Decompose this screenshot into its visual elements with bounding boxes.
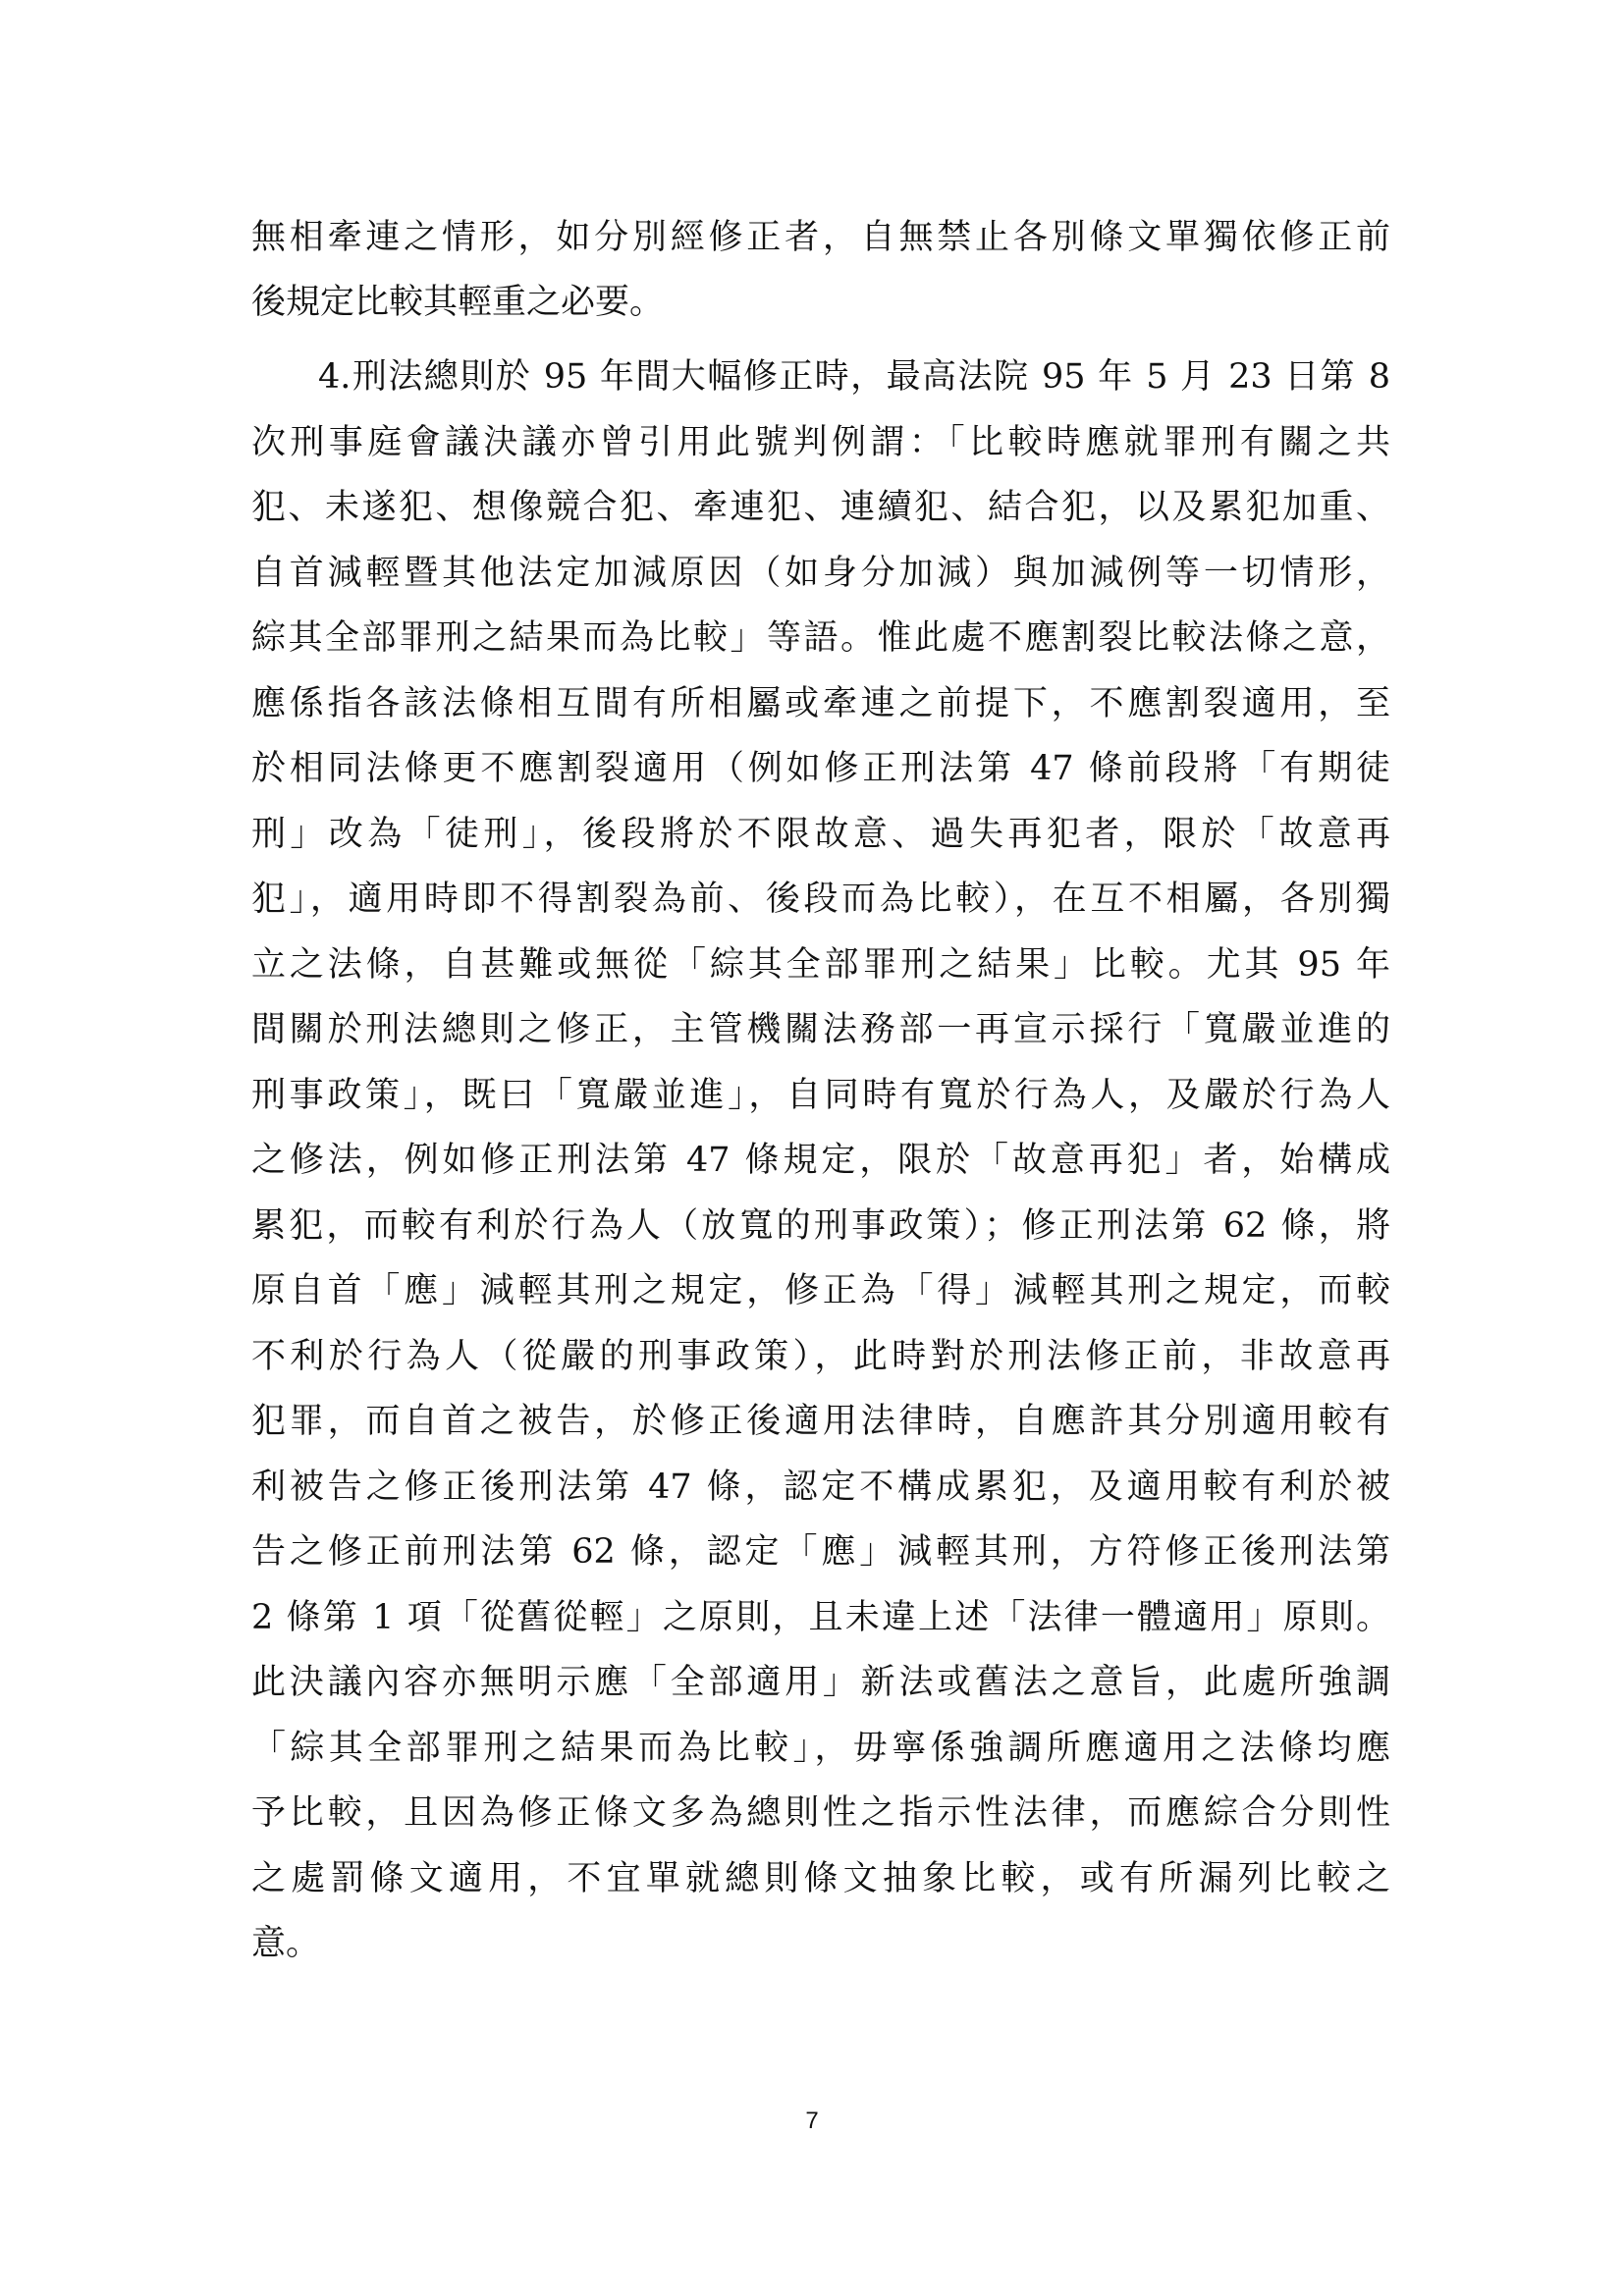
text-line: 犯罪，而自首之被告，於修正後適用法律時，自應許其分別適用較有 — [251, 1402, 1390, 1441]
text-line: 原自首「應」減輕其刑之規定，修正為「得」減輕其刑之規定，而較 — [251, 1271, 1390, 1310]
page-number: 7 — [805, 2108, 819, 2134]
text-line: 間關於刑法總則之修正，主管機關法務部一再宣示採行「寬嚴並進的 — [251, 1010, 1390, 1049]
text-line: 犯、未遂犯、想像競合犯、牽連犯、連續犯、結合犯，以及累犯加重、 — [251, 488, 1390, 527]
text-line: 予比較，且因為修正條文多為總則性之指示性法律，而應綜合分則性 — [251, 1793, 1390, 1833]
text-line: 累犯，而較有利於行為人（放寬的刑事政策）；修正刑法第 62 條，將 — [251, 1206, 1390, 1246]
text-line: 利被告之修正後刑法第 47 條，認定不構成累犯，及適用較有利於被 — [251, 1468, 1390, 1507]
text-line: 於相同法條更不應割裂適用（例如修正刑法第 47 條前段將「有期徒 — [251, 749, 1390, 788]
text-line: 意。 — [251, 1924, 321, 1963]
text-line: 後規定比較其輕重之必要。 — [251, 283, 665, 322]
text-line: 應係指各該法條相互間有所相屬或牽連之前提下，不應割裂適用，至 — [251, 684, 1390, 723]
text-line: 不利於行為人（從嚴的刑事政策），此時對於刑法修正前，非故意再 — [251, 1337, 1390, 1376]
text-line: 之修法，例如修正刑法第 47 條規定，限於「故意再犯」者，始構成 — [251, 1141, 1390, 1180]
text-line: 刑事政策」，既曰「寬嚴並進」，自同時有寬於行為人，及嚴於行為人 — [251, 1076, 1390, 1115]
text-line: 刑」改為「徒刑」，後段將於不限故意、過失再犯者，限於「故意再 — [251, 815, 1390, 854]
text-line: 無相牽連之情形，如分別經修正者，自無禁止各別條文單獨依修正前 — [251, 218, 1390, 257]
text-line: 告之修正前刑法第 62 條，認定「應」減輕其刑，方符修正後刑法第 — [251, 1532, 1390, 1572]
text-line: 次刑事庭會議決議亦曾引用此號判例謂：「比較時應就罪刑有關之共 — [251, 423, 1390, 462]
text-line: 立之法條，自甚難或無從「綜其全部罪刑之結果」比較。尤其 95 年 — [251, 945, 1390, 985]
text-line: 犯」，適用時即不得割裂為前、後段而為比較），在互不相屬，各別獨 — [251, 880, 1390, 919]
text-line: 2 條第 1 項「從舊從輕」之原則，且未違上述「法律一體適用」原則。 — [251, 1598, 1390, 1637]
text-line: 綜其全部罪刑之結果而為比較」等語。惟此處不應割裂比較法條之意， — [251, 618, 1390, 658]
text-line: 4.刑法總則於 95 年間大幅修正時，最高法院 95 年 5 月 23 日第 8 — [318, 357, 1390, 397]
text-line: 此決議內容亦無明示應「全部適用」新法或舊法之意旨，此處所強調 — [251, 1663, 1390, 1702]
text-line: 自首減輕暨其他法定加減原因（如身分加減）與加減例等一切情形， — [251, 554, 1390, 593]
text-line: 「綜其全部罪刑之結果而為比較」，毋寧係強調所應適用之法條均應 — [251, 1729, 1390, 1768]
text-line: 之處罰條文適用，不宜單就總則條文抽象比較，或有所漏列比較之 — [251, 1859, 1390, 1898]
